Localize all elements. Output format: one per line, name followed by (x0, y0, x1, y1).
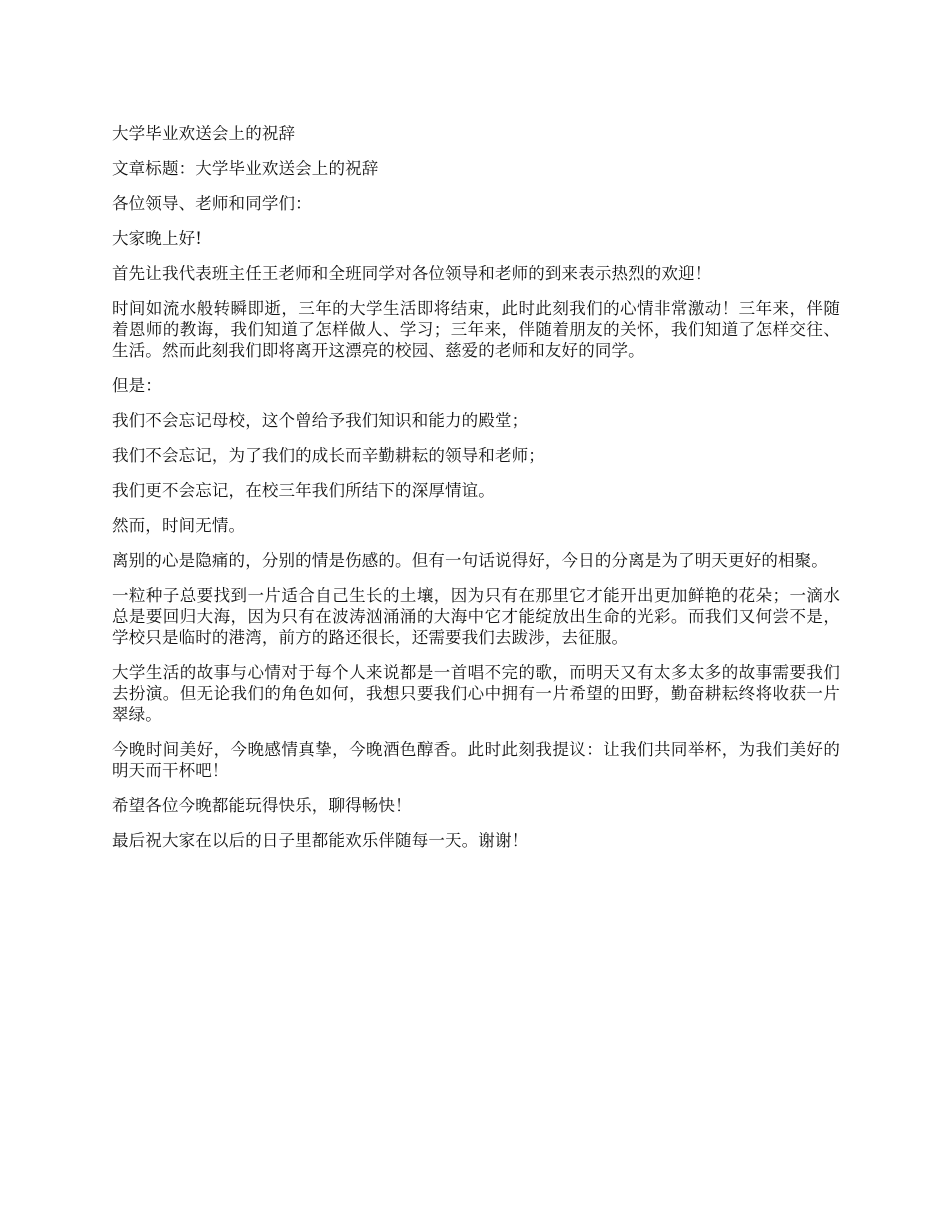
paragraph-remember-friendship: 我们更不会忘记，在校三年我们所结下的深厚情谊。 (112, 481, 495, 500)
paragraph-wish-fun: 希望各位今晚都能玩得快乐，聊得畅快！ (112, 796, 412, 815)
article-title-line: 文章标题：大学毕业欢送会上的祝辞 (112, 159, 379, 178)
paragraph-time-ruthless: 然而，时间无情。 (112, 516, 246, 535)
paragraph-time-passes: 时间如流水般转瞬即逝，三年的大学生活即将结束，此时此刻我们的心情非常激动！三年来，伴随着恩师的教诲，我们知道了怎样做人、学习；三年来，伴随着朋友的关怀，我们知道了怎样交往、生活。然而此刻我们即将离开这漂亮的校园、慈爱的老师和友好的同学。 (112, 299, 840, 360)
paragraph-closing: 最后祝大家在以后的日子里都能欢乐伴随每一天。谢谢！ (112, 831, 529, 850)
paragraph-but: 但是： (112, 376, 162, 395)
document-page (112, 123, 840, 865)
paragraph-parting: 离别的心是隐痛的，分别的情是伤感的。但有一句话说得好，今日的分离是为了明天更好的相聚。 (112, 551, 828, 570)
paragraph-seed-metaphor: 一粒种子总要找到一片适合自己生长的土壤，因为只有在那里它才能开出更加鲜艳的花朵；一滴水总是要回归大海，因为只有在波涛汹涌涌的大海中它才能绽放出生命的光彩。而我们又何尝不是，学校只是临时的港湾，前方的路还很长，还需要我们去跋涉，去征服。 (112, 586, 840, 647)
paragraph-toast: 今晚时间美好，今晚感情真挚，今晚酒色醇香。此时此刻我提议：让我们共同举杯，为我们美好的明天而干杯吧！ (112, 740, 840, 780)
document-title: 大学毕业欢送会上的祝辞 (112, 124, 296, 143)
paragraph-salutation: 各位领导、老师和同学们： (112, 194, 312, 213)
paragraph-song-metaphor: 大学生活的故事与心情对于每个人来说都是一首唱不完的歌，而明天又有太多太多的故事需要我们去扮演。但无论我们的角色如何，我想只要我们心中拥有一片希望的田野，勤奋耕耘终将收获一片翠绿。 (112, 663, 840, 724)
paragraph-remember-teachers: 我们不会忘记，为了我们的成长而辛勤耕耘的领导和老师； (112, 446, 545, 465)
paragraph-greeting: 大家晚上好! (112, 229, 203, 248)
paragraph-remember-school: 我们不会忘记母校，这个曾给予我们知识和能力的殿堂； (112, 411, 529, 430)
paragraph-welcome: 首先让我代表班主任王老师和全班同学对各位领导和老师的到来表示热烈的欢迎！ (112, 264, 712, 283)
